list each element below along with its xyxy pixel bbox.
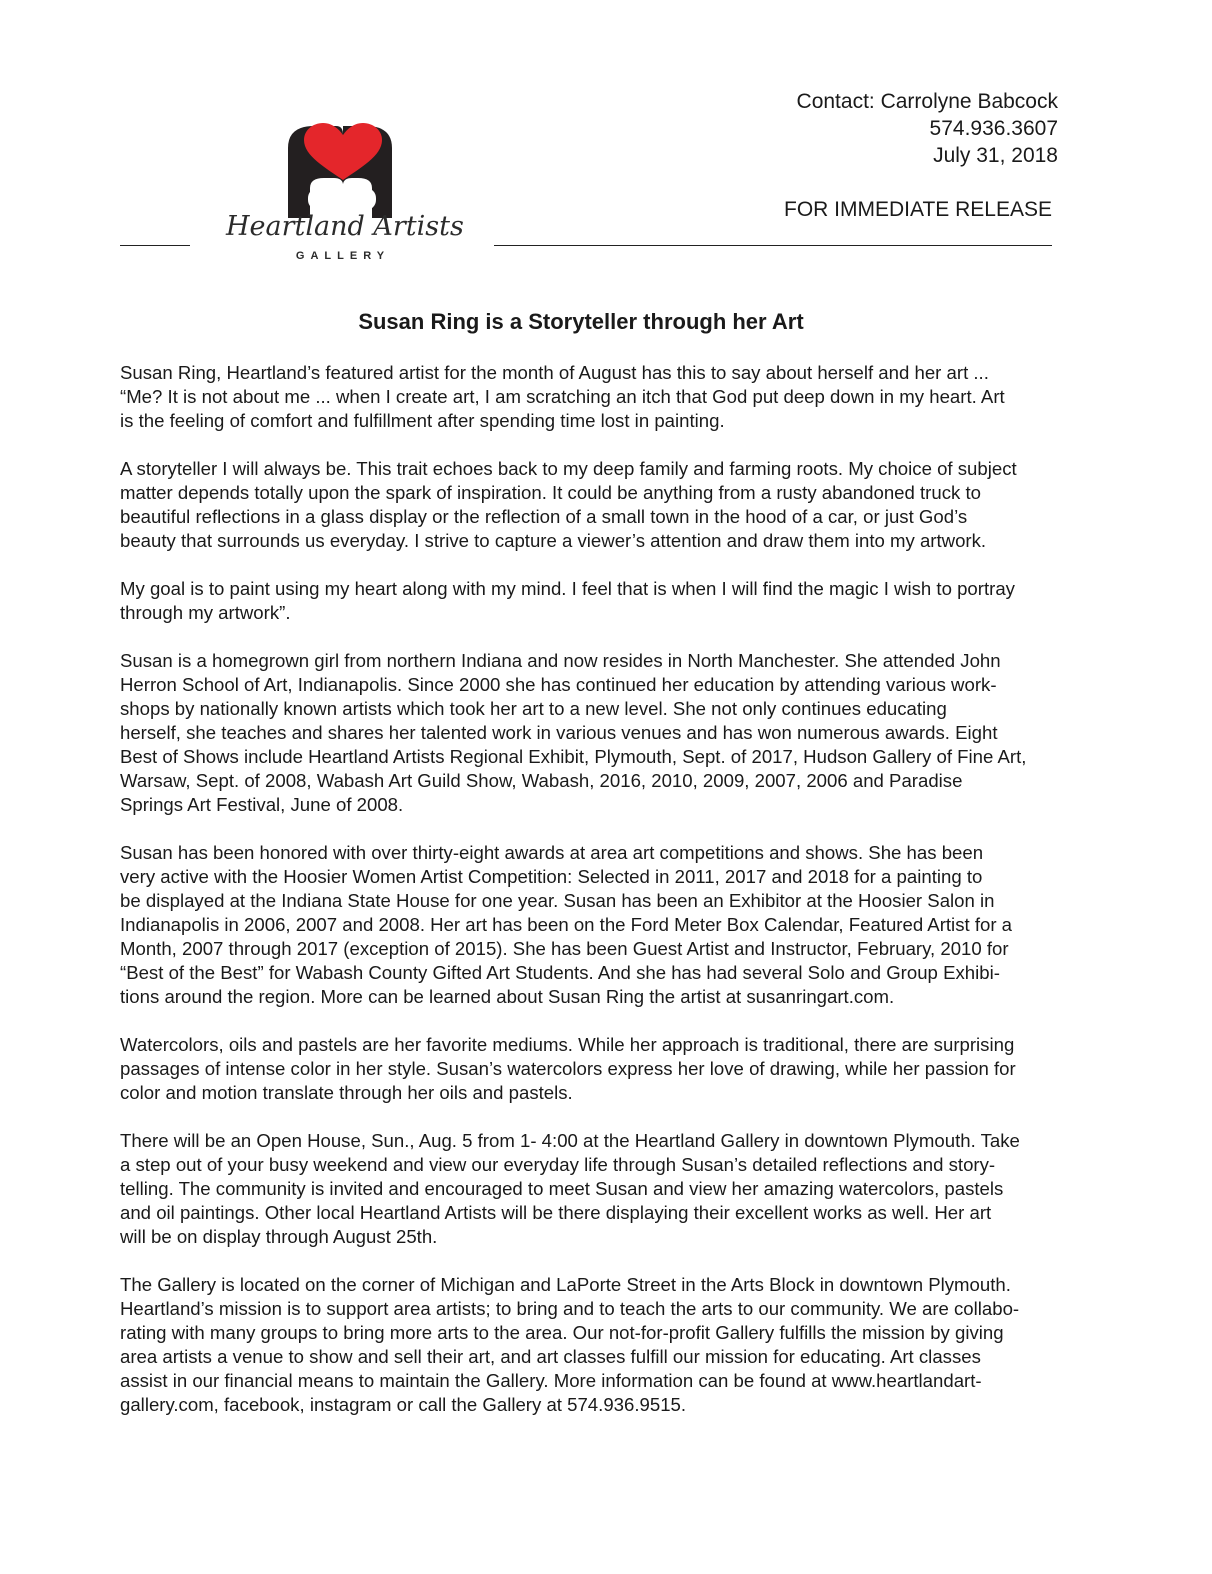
text-line: herself, she teaches and shares her talented work in various venues and has won numerous awards. Eight (120, 722, 998, 743)
text-line: My goal is to paint using my heart along with my mind. I feel that is when I will find the magic I wish to portray (120, 578, 1015, 599)
text-line: color and motion translate through her oils and pastels. (120, 1082, 573, 1103)
text-line: Watercolors, oils and pastels are her favorite mediums. While her approach is traditional, there are surprising (120, 1034, 1015, 1055)
text-line: Susan is a homegrown girl from northern Indiana and now resides in North Manchester. She attended John (120, 650, 1001, 671)
text-line: tions around the region. More can be learned about Susan Ring the artist at susanringart.com. (120, 986, 895, 1007)
text-line: Heartland’s mission is to support area artists; to bring and to teach the arts to our community. We are collabo- (120, 1298, 1020, 1319)
logo-script-text: Heartland Artists (226, 211, 464, 242)
text-line: Susan Ring, Heartland’s featured artist for the month of August has this to say about herself and her art ... (120, 362, 989, 383)
article-body (120, 361, 1100, 1441)
text-line: be displayed at the Indiana State House for one year. Susan has been an Exhibitor at the Hoosier Salon in (120, 890, 995, 911)
release-notice: FOR IMMEDIATE RELEASE (784, 198, 1052, 221)
text-line: is the feeling of comfort and fulfillment after spending time lost in painting. (120, 410, 725, 431)
paragraph-7 (120, 1129, 1100, 1249)
text-line: Susan has been honored with over thirty-eight awards at area art competitions and shows. She has been (120, 842, 984, 863)
text-line: and oil paintings. Other local Heartland Artists will be there displaying their excellent works as well. Her art (120, 1202, 992, 1223)
text-line: “Me? It is not about me ... when I create art, I am scratching an itch that God put deep down in my heart. Art (120, 386, 1005, 407)
text-line: a step out of your busy weekend and view our everyday life through Susan’s detailed reflections and story- (120, 1154, 996, 1175)
text-line: “Best of the Best” for Wabash County Gifted Art Students. And she has had several Solo and Group Exhibi- (120, 962, 1000, 983)
text-line: assist in our financial means to maintain the Gallery. More information can be found at www.heartlandart- (120, 1370, 982, 1391)
text-line: The Gallery is located on the corner of Michigan and LaPorte Street in the Arts Block in downtown Plymouth. (120, 1274, 1011, 1295)
text-line: gallery.com, facebook, instagram or call the Gallery at 574.936.9515. (120, 1394, 687, 1415)
text-line: area artists a venue to show and sell their art, and art classes fulfill our mission for educating. Art classes (120, 1346, 981, 1367)
text-line: very active with the Hoosier Women Artist Competition: Selected in 2011, 2017 and 2018 for a painting to (120, 866, 983, 887)
text-line: will be on display through August 25th. (120, 1226, 438, 1247)
text-line: matter depends totally upon the spark of inspiration. It could be anything from a rusty abandoned truck to (120, 482, 981, 503)
text-line: shops by nationally known artists which took her art to a new level. She not only continues educating (120, 698, 947, 719)
headline: Susan Ring is a Storyteller through her Art (358, 309, 804, 334)
text-line: A storyteller I will always be. This trait echoes back to my deep family and farming roots. My choice of subject (120, 458, 1017, 479)
text-line: telling. The community is invited and encouraged to meet Susan and view her amazing watercolors, pastels (120, 1178, 1004, 1199)
heartland-artists-logo (226, 118, 464, 268)
text-line: Indianapolis in 2006, 2007 and 2008. Her art has been on the Ford Meter Box Calendar, Featured Artist for a (120, 914, 1013, 935)
release-date: July 31, 2018 (933, 144, 1058, 167)
text-line: beautiful reflections in a glass display or the reflection of a small town in the hood of a car, or just God’s (120, 506, 968, 527)
text-line: rating with many groups to bring more arts to the area. Our not-for-profit Gallery fulfills the mission by giving (120, 1322, 1004, 1343)
text-line: Springs Art Festival, June of 2008. (120, 794, 404, 815)
text-line: beauty that surrounds us everyday. I strive to capture a viewer’s attention and draw them into my artwork. (120, 530, 987, 551)
text-line: through my artwork”. (120, 602, 291, 623)
text-line: Best of Shows include Heartland Artists Regional Exhibit, Plymouth, Sept. of 2017, Hudson Gallery of Fine Art, (120, 746, 1027, 767)
header-rule-left (120, 245, 190, 246)
text-line: Month, 2007 through 2017 (exception of 2015). She has been Guest Artist and Instructor, February, 2010 for (120, 938, 1009, 959)
contact-block (797, 88, 1058, 169)
paragraph-5 (120, 841, 1100, 1009)
paragraph-2 (120, 457, 1100, 553)
text-line: There will be an Open House, Sun., Aug. 5 from 1- 4:00 at the Heartland Gallery in downtown Plymouth. Take (120, 1130, 1020, 1151)
paragraph-3 (120, 577, 1100, 625)
logo-gallery-text: GALLERY (295, 250, 391, 262)
text-line: Warsaw, Sept. of 2008, Wabash Art Guild Show, Wabash, 2016, 2010, 2009, 2007, 2006 and Paradise (120, 770, 963, 791)
paragraph-1 (120, 361, 1100, 433)
paragraph-6 (120, 1033, 1100, 1105)
paragraph-4 (120, 649, 1100, 817)
contact-phone: 574.936.3607 (929, 117, 1058, 140)
text-line: passages of intense color in her style. Susan’s watercolors express her love of drawing, while her passion for (120, 1058, 1016, 1079)
paragraph-8 (120, 1273, 1100, 1417)
text-line: Herron School of Art, Indianapolis. Since 2000 she has continued her education by attending various work- (120, 674, 997, 695)
heart-logo-icon (226, 118, 460, 218)
header-rule-right (494, 245, 1052, 246)
contact-name: Contact: Carrolyne Babcock (796, 90, 1058, 113)
